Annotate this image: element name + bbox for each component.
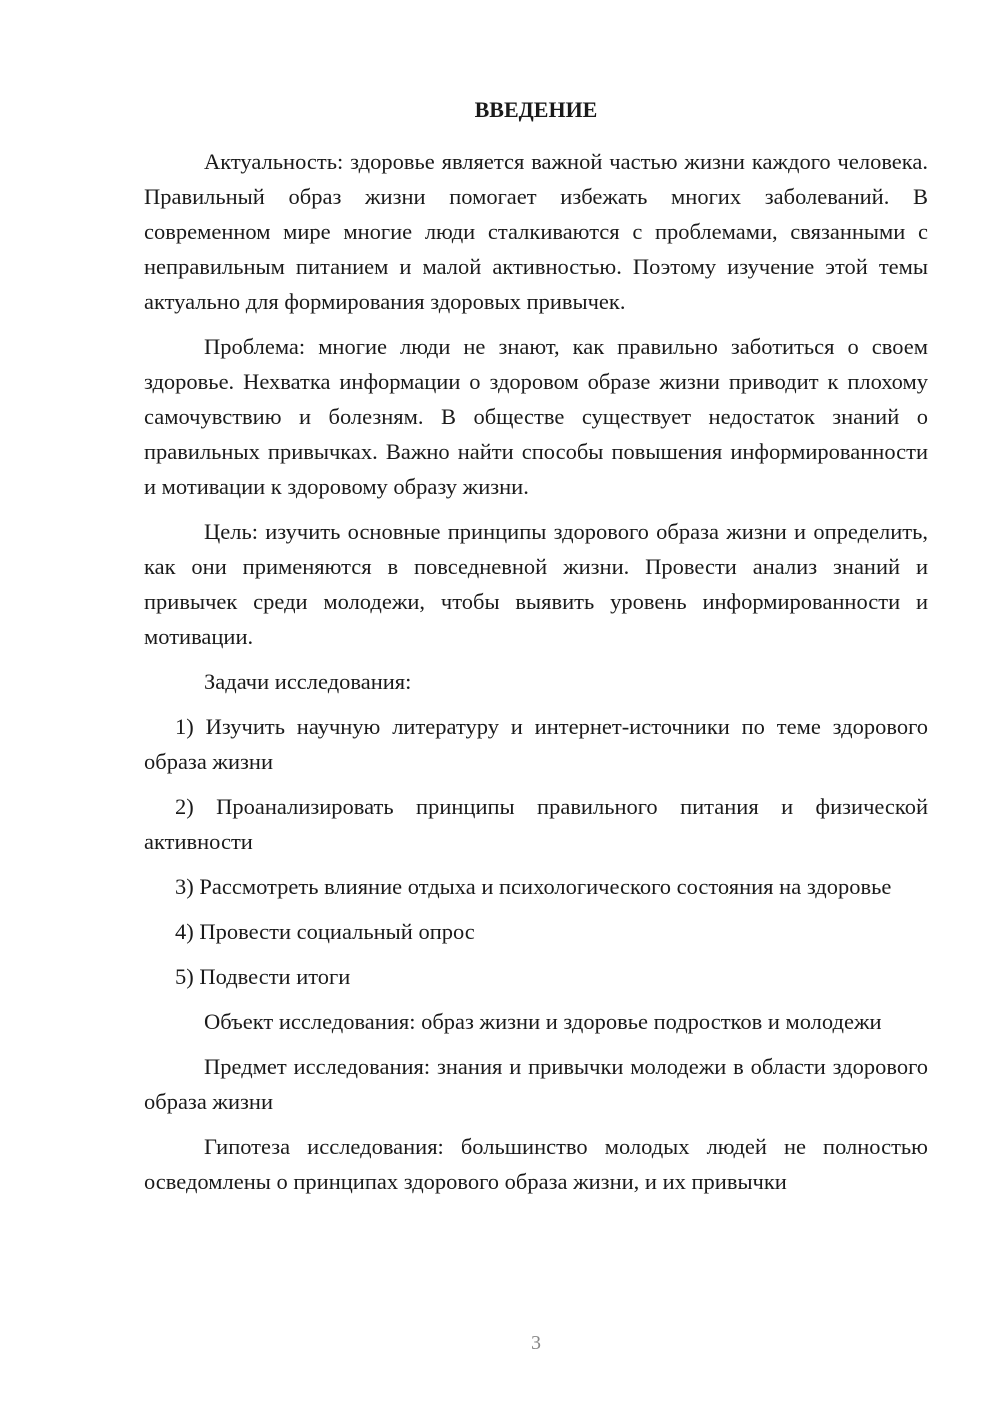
goal-paragraph: Цель: изучить основные принципы здорового образа жизни и определить, как они применяются в повседневной жизни. Провести анализ знаний и привычек среди молодежи, чтобы выявить уровень информированности и мотивации. xyxy=(144,519,928,649)
page-number: 3 xyxy=(531,1332,541,1354)
task-item-2: 2) Проанализировать принципы правильного питания и физической активности xyxy=(144,794,928,854)
section-title: ВВЕДЕНИЕ xyxy=(474,97,598,122)
problem-paragraph: Проблема: многие люди не знают, как правильно заботиться о своем здоровье. Нехватка информации о здоровом образе жизни приводит к плохому самочувствию и болезням. В обществе существует недостаток знаний о правильных привычках. Важно найти способы повышения информированности и мотивации к здоровому образу жизни. xyxy=(144,334,928,499)
task-item-5: 5) Подвести итоги xyxy=(175,964,351,989)
task-item-3: 3) Рассмотреть влияние отдыха и психологического состояния на здоровье xyxy=(175,874,892,899)
tasks-heading: Задачи исследования: xyxy=(204,669,412,694)
task-item-4: 4) Провести социальный опрос xyxy=(175,919,475,944)
relevance-paragraph: Актуальность: здоровье является важной частью жизни каждого человека. Правильный образ жизни помогает избежать многих заболеваний. В современном мире многие люди сталкиваются с проблемами, связанными с неправильным питанием и малой активностью. Поэтому изучение этой темы актуально для формирования здоровых привычек. xyxy=(144,149,928,314)
task-item-1: 1) Изучить научную литературу и интернет-источники по теме здорового образа жизни xyxy=(144,714,928,774)
object-paragraph: Объект исследования: образ жизни и здоровье подростков и молодежи xyxy=(204,1009,882,1034)
hypothesis-paragraph: Гипотеза исследования: большинство молодых людей не полностью осведомлены о принципах здорового образа жизни, и их привычки xyxy=(144,1134,928,1194)
document-body xyxy=(144,94,928,1209)
subject-paragraph: Предмет исследования: знания и привычки молодежи в области здорового образа жизни xyxy=(144,1054,928,1114)
